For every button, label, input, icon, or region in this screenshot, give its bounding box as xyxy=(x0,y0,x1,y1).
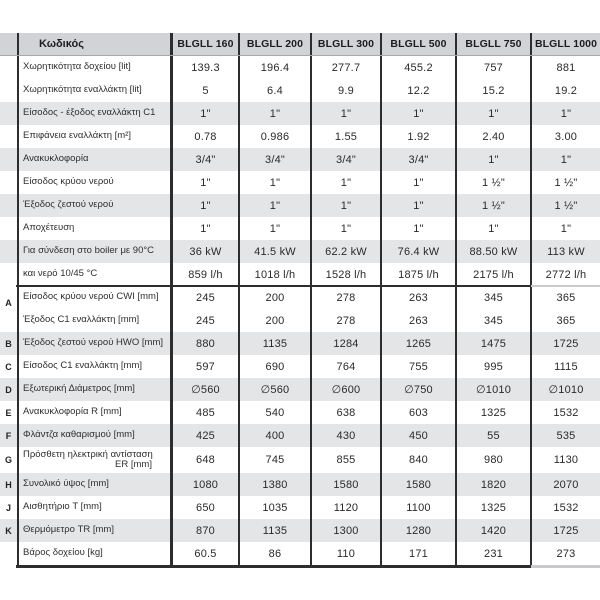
spec-value-cell: ∅1010 xyxy=(530,378,600,401)
spec-value-cell: ∅600 xyxy=(310,378,380,401)
spec-label-cell xyxy=(17,286,170,309)
spec-value-cell: 1" xyxy=(455,217,530,240)
spec-label: Θερμόμετρο TR [mm] xyxy=(23,524,114,536)
spec-value-cell: 1300 xyxy=(310,519,380,542)
spec-value-cell: 1 ½" xyxy=(455,171,530,194)
letter-gutter xyxy=(0,542,17,565)
letter-gutter xyxy=(0,309,17,332)
spec-label: Έξοδος C1 εναλλάκτη [mm] xyxy=(23,314,140,326)
spec-label-cell xyxy=(17,496,170,519)
spec-value-cell: 757 xyxy=(455,56,530,79)
spec-value-cell: 345 xyxy=(455,309,530,332)
dim-letter-cell: E xyxy=(5,407,12,418)
spec-value-cell: 41.5 kW xyxy=(238,240,310,263)
letter-gutter xyxy=(0,56,17,79)
spec-value-cell: 1135 xyxy=(238,519,310,542)
spec-value-cell: 3/4" xyxy=(310,148,380,171)
code-header-cell: Κωδικός xyxy=(17,33,170,55)
spec-value-cell: 1" xyxy=(380,217,455,240)
col-header-cell: BLGLL 300 xyxy=(310,33,380,55)
spec-value-cell: 1725 xyxy=(530,332,600,355)
spec-value-cell: 0.78 xyxy=(170,125,238,148)
spec-label: Αισθητήριο T [mm] xyxy=(23,501,102,513)
spec-value-cell: 60.5 xyxy=(170,542,238,565)
letter-gutter xyxy=(0,263,17,286)
spec-value-cell: ∅1010 xyxy=(455,378,530,401)
spec-value-cell: 1580 xyxy=(380,473,455,496)
letter-gutter xyxy=(0,125,17,148)
section-divider xyxy=(0,285,600,287)
spec-value-cell: 1532 xyxy=(530,401,600,424)
spec-value-cell: 603 xyxy=(380,401,455,424)
spec-value-cell: 690 xyxy=(238,355,310,378)
letter-gutter xyxy=(0,148,17,171)
spec-label-cell xyxy=(17,473,170,496)
spec-value-cell: 278 xyxy=(310,286,380,309)
spec-value-cell: 1" xyxy=(238,194,310,217)
spec-value-cell: 231 xyxy=(455,542,530,565)
spec-label-cell xyxy=(17,79,170,102)
spec-value-cell: 15.2 xyxy=(455,79,530,102)
spec-value-cell: 840 xyxy=(380,447,455,473)
dim-letter-cell: F xyxy=(5,430,12,441)
letter-gutter xyxy=(0,102,17,125)
spec-value-cell: 870 xyxy=(170,519,238,542)
table-row xyxy=(0,401,600,424)
spec-value-cell: 113 kW xyxy=(530,240,600,263)
table-body xyxy=(0,56,600,565)
spec-value-cell: 1532 xyxy=(530,496,600,519)
spec-label-cell xyxy=(17,447,170,473)
table-row xyxy=(0,378,600,401)
spec-label: Εξωτερική Διάμετρος [mm] xyxy=(23,383,135,395)
spec-value-cell: 1" xyxy=(380,102,455,125)
table-bottom-border xyxy=(0,565,600,568)
spec-value-cell: 430 xyxy=(310,424,380,447)
spec-value-cell: 764 xyxy=(310,355,380,378)
spec-value-cell: 1" xyxy=(170,102,238,125)
spec-value-cell: 1.55 xyxy=(310,125,380,148)
spec-value-cell: 485 xyxy=(170,401,238,424)
boiler-spec-table xyxy=(0,33,600,568)
spec-label: Ανακυκλοφορία xyxy=(23,153,89,165)
spec-label-cell xyxy=(17,519,170,542)
spec-value-cell: 1" xyxy=(310,217,380,240)
spec-value-cell: 1 ½" xyxy=(530,171,600,194)
spec-value-cell: 1" xyxy=(238,217,310,240)
dim-letter-cell: B xyxy=(5,338,12,349)
spec-value-cell: 55 xyxy=(455,424,530,447)
spec-label-cell xyxy=(17,102,170,125)
table-row xyxy=(0,496,600,519)
col-header-cell: BLGLL 750 xyxy=(455,33,530,55)
spec-value-cell: 171 xyxy=(380,542,455,565)
spec-value-cell: 200 xyxy=(238,309,310,332)
spec-value-cell: 1265 xyxy=(380,332,455,355)
spec-label-cell xyxy=(17,148,170,171)
spec-value-cell: 2070 xyxy=(530,473,600,496)
spec-value-cell: 455.2 xyxy=(380,56,455,79)
letter-gutter xyxy=(0,79,17,102)
col-header-cell: BLGLL 160 xyxy=(170,33,238,55)
table-row xyxy=(0,447,600,473)
spec-value-cell: 881 xyxy=(530,56,600,79)
spec-label-cell xyxy=(17,332,170,355)
spec-label-cell xyxy=(17,217,170,240)
spec-value-cell: 1 ½" xyxy=(530,194,600,217)
spec-value-cell: ∅560 xyxy=(238,378,310,401)
spec-label-cell xyxy=(17,424,170,447)
dim-letter-cell: D xyxy=(5,384,12,395)
spec-label-cell xyxy=(17,56,170,79)
spec-value-cell: 12.2 xyxy=(380,79,455,102)
spec-label-cell xyxy=(17,401,170,424)
dim-letter-cell: J xyxy=(5,502,11,513)
spec-label-cell xyxy=(17,125,170,148)
table-row xyxy=(0,263,600,286)
spec-value-cell: 1280 xyxy=(380,519,455,542)
spec-value-cell: 1" xyxy=(530,148,600,171)
spec-value-cell: 1325 xyxy=(455,401,530,424)
spec-value-cell: 540 xyxy=(238,401,310,424)
letter-column-header xyxy=(0,33,17,55)
table-row xyxy=(0,102,600,125)
spec-value-cell: 450 xyxy=(380,424,455,447)
spec-value-cell: 745 xyxy=(238,447,310,473)
spec-value-cell: 62.2 kW xyxy=(310,240,380,263)
spec-value-cell: 365 xyxy=(530,309,600,332)
spec-label: Έξοδος ζεστού νερού xyxy=(23,199,114,211)
spec-value-cell: 1" xyxy=(310,171,380,194)
spec-label-cell xyxy=(17,194,170,217)
table-row xyxy=(0,473,600,496)
spec-value-cell: 1380 xyxy=(238,473,310,496)
spec-value-cell: 1875 l/h xyxy=(380,263,455,286)
spec-value-cell: 880 xyxy=(170,332,238,355)
spec-value-cell: 3.00 xyxy=(530,125,600,148)
letter-gutter xyxy=(0,194,17,217)
col-header-cell: BLGLL 1000 xyxy=(530,33,600,55)
spec-value-cell: 1120 xyxy=(310,496,380,519)
table-row xyxy=(0,542,600,565)
spec-value-cell: 110 xyxy=(310,542,380,565)
table-row xyxy=(0,309,600,332)
table-row xyxy=(0,286,600,309)
letter-gutter xyxy=(0,240,17,263)
spec-value-cell: 1135 xyxy=(238,332,310,355)
spec-value-cell: 86 xyxy=(238,542,310,565)
spec-value-cell: 19.2 xyxy=(530,79,600,102)
spec-label-cell xyxy=(17,542,170,565)
spec-value-cell: 76.4 kW xyxy=(380,240,455,263)
spec-value-cell: 1" xyxy=(530,217,600,240)
table-header-row xyxy=(0,33,600,56)
spec-value-cell: 263 xyxy=(380,309,455,332)
spec-value-cell: ∅560 xyxy=(170,378,238,401)
dim-letter-cell: G xyxy=(4,455,12,465)
spec-value-cell: 1" xyxy=(310,194,380,217)
spec-value-cell: 245 xyxy=(170,309,238,332)
spec-label: Φλάντζα καθαρισμού [mm] xyxy=(23,429,135,441)
spec-value-cell: 139.3 xyxy=(170,56,238,79)
table-row xyxy=(0,519,600,542)
spec-value-cell: 995 xyxy=(455,355,530,378)
spec-value-cell: 535 xyxy=(530,424,600,447)
spec-value-cell: 855 xyxy=(310,447,380,473)
spec-label: Για σύνδεση στο boiler με 90°C xyxy=(23,245,155,257)
spec-value-cell: 1" xyxy=(380,171,455,194)
spec-label: Βάρος δοχείου [kg] xyxy=(23,547,103,559)
spec-value-cell: 1" xyxy=(170,217,238,240)
spec-value-cell: 1.92 xyxy=(380,125,455,148)
dim-letter-cell: K xyxy=(5,525,12,536)
spec-value-cell: 1325 xyxy=(455,496,530,519)
dim-letter-cell: A xyxy=(5,298,12,308)
table-row xyxy=(0,240,600,263)
spec-value-cell: 1115 xyxy=(530,355,600,378)
spec-label-cell xyxy=(17,378,170,401)
spec-label: Έξοδος ζεστού νερού HWO [mm] xyxy=(23,337,164,349)
spec-label: Είσοδος κρύου νερού CWI [mm] xyxy=(23,291,159,303)
dim-letter-cell: C xyxy=(5,361,12,372)
table-row xyxy=(0,424,600,447)
spec-value-cell: 1" xyxy=(170,171,238,194)
col-header-cell: BLGLL 500 xyxy=(380,33,455,55)
spec-label: Είσοδος κρύου νερού xyxy=(23,176,114,188)
spec-label: Επιφάνεια εναλλάκτη [m²] xyxy=(23,130,131,142)
spec-value-cell: 0.986 xyxy=(238,125,310,148)
spec-value-cell: 245 xyxy=(170,286,238,309)
spec-value-cell: 9.9 xyxy=(310,79,380,102)
spec-value-cell: 2175 l/h xyxy=(455,263,530,286)
spec-value-cell: 1820 xyxy=(455,473,530,496)
spec-value-cell: 263 xyxy=(380,286,455,309)
letter-gutter xyxy=(0,171,17,194)
spec-label: Χωρητικότητα εναλλάκτη [lit] xyxy=(23,84,142,96)
spec-value-cell: 1" xyxy=(380,194,455,217)
spec-value-cell: 1100 xyxy=(380,496,455,519)
spec-value-cell: 2772 l/h xyxy=(530,263,600,286)
col-header-cell: BLGLL 200 xyxy=(238,33,310,55)
spec-value-cell: 5 xyxy=(170,79,238,102)
spec-value-cell: 1 ½" xyxy=(455,194,530,217)
table-row xyxy=(0,171,600,194)
spec-value-cell: 1" xyxy=(238,102,310,125)
spec-value-cell: 277.7 xyxy=(310,56,380,79)
spec-value-cell: 278 xyxy=(310,309,380,332)
spec-value-cell: 36 kW xyxy=(170,240,238,263)
spec-value-cell: 1130 xyxy=(530,447,600,473)
spec-value-cell: 638 xyxy=(310,401,380,424)
spec-label: Χωρητικότητα δοχείου [lit] xyxy=(23,61,131,73)
spec-value-cell: 1" xyxy=(238,171,310,194)
spec-value-cell: 400 xyxy=(238,424,310,447)
table-row xyxy=(0,217,600,240)
spec-label: και νερό 10/45 °C xyxy=(23,268,98,280)
dim-letter-cell: H xyxy=(5,479,12,490)
spec-value-cell: 1080 xyxy=(170,473,238,496)
spec-label: Είσοδος C1 εναλλάκτη [mm] xyxy=(23,360,143,372)
spec-value-cell: 1528 l/h xyxy=(310,263,380,286)
spec-value-cell: 425 xyxy=(170,424,238,447)
spec-value-cell: 88.50 kW xyxy=(455,240,530,263)
spec-value-cell: 273 xyxy=(530,542,600,565)
spec-label: Αποχέτευση xyxy=(23,222,75,234)
letter-gutter xyxy=(0,217,17,240)
spec-label-cell xyxy=(17,309,170,332)
spec-value-cell: 1018 l/h xyxy=(238,263,310,286)
spec-value-cell: 648 xyxy=(170,447,238,473)
spec-value-cell: 1" xyxy=(310,102,380,125)
spec-value-cell: 1035 xyxy=(238,496,310,519)
spec-value-cell: 1475 xyxy=(455,332,530,355)
spec-label-cell xyxy=(17,263,170,286)
spec-value-cell: 196.4 xyxy=(238,56,310,79)
spec-value-cell: 1284 xyxy=(310,332,380,355)
spec-value-cell: 1" xyxy=(170,194,238,217)
table-row xyxy=(0,125,600,148)
table-row xyxy=(0,56,600,79)
spec-value-cell: 1580 xyxy=(310,473,380,496)
table-row xyxy=(0,194,600,217)
spec-label-line2: ER [mm] xyxy=(115,459,152,470)
spec-label: Ανακυκλοφορία R [mm] xyxy=(23,406,122,418)
spec-value-cell: 1" xyxy=(455,102,530,125)
spec-value-cell: 6.4 xyxy=(238,79,310,102)
spec-value-cell: 755 xyxy=(380,355,455,378)
spec-value-cell: 1" xyxy=(530,102,600,125)
spec-label-cell xyxy=(17,355,170,378)
spec-value-cell: 3/4" xyxy=(170,148,238,171)
spec-value-cell: 1725 xyxy=(530,519,600,542)
spec-label-cell xyxy=(17,171,170,194)
spec-value-cell: 3/4" xyxy=(238,148,310,171)
table-row xyxy=(0,332,600,355)
spec-value-cell: 859 l/h xyxy=(170,263,238,286)
spec-value-cell: 345 xyxy=(455,286,530,309)
spec-value-cell: 650 xyxy=(170,496,238,519)
spec-value-cell: 3/4" xyxy=(380,148,455,171)
spec-label: Πρόσθετη ηλεκτρική αντίσταση xyxy=(23,448,153,460)
spec-value-cell: 1420 xyxy=(455,519,530,542)
spec-value-cell: 365 xyxy=(530,286,600,309)
spec-value-cell: ∅750 xyxy=(380,378,455,401)
spec-value-cell: 2.40 xyxy=(455,125,530,148)
spec-label: Είσοδος - έξοδος εναλλάκτη C1 xyxy=(23,107,156,119)
spec-value-cell: 597 xyxy=(170,355,238,378)
table-row xyxy=(0,79,600,102)
table-row xyxy=(0,355,600,378)
spec-value-cell: 980 xyxy=(455,447,530,473)
spec-value-cell: 200 xyxy=(238,286,310,309)
spec-value-cell: 1" xyxy=(455,148,530,171)
table-row xyxy=(0,148,600,171)
spec-label: Συνολικό ύψος [mm] xyxy=(23,478,109,490)
spec-label-cell xyxy=(17,240,170,263)
